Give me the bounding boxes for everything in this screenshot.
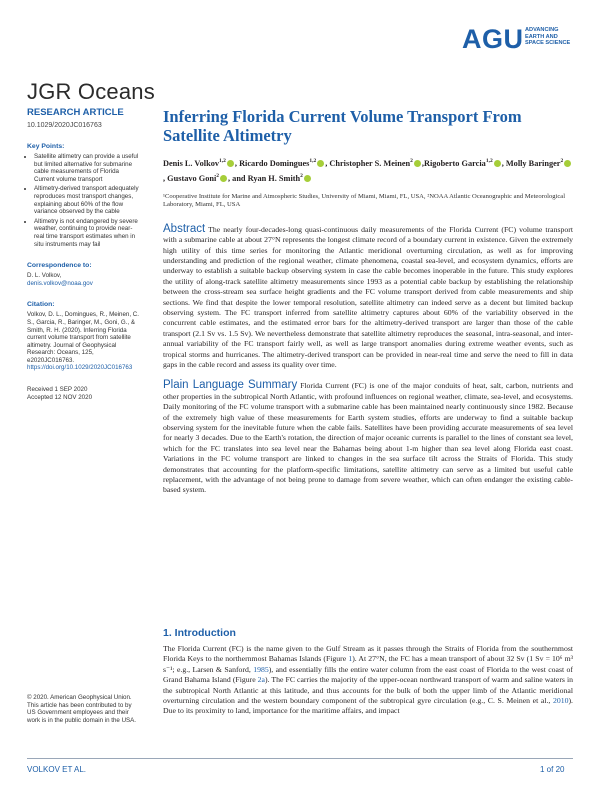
agu-logo-tagline: ADVANCING EARTH AND SPACE SCIENCE xyxy=(525,27,571,47)
introduction-text xyxy=(163,644,573,717)
main-column xyxy=(163,107,573,496)
intro-text-part: ). The FC carries the majority of the upper-ocean northward transport of warm and saline waters in the subtropical North Atlantic at this latitude, and thus accounts for the bulk of both the upper limb of the Atlantic meridional overturning circulation and the western boundary component of the subtropical gyre circulation (e.g., C. S. Meinen et al., xyxy=(163,675,573,706)
figure-link[interactable]: 2a xyxy=(257,675,265,685)
orcid-icon[interactable] xyxy=(414,160,421,167)
article-type: RESEARCH ARTICLE xyxy=(27,107,124,118)
abstract-section xyxy=(163,224,573,371)
key-point: • Satellite altimetry can provide a useful but limited alternative for submarine cable measurements of Florida Current volume transport xyxy=(34,153,139,183)
intro-text-part: The Florida Current (FC) is the name given to the Gulf Stream as it passes through the Straits of Florida from the southernmost Florida Keys to the northernmost Bahamas Islands (Figure xyxy=(163,644,573,664)
key-point: • Altimetry-derived transport adequately reproduces most transport changes, explaining about 60% of the flow variance observed by the cable xyxy=(34,185,139,215)
plain-language-text: Florida Current (FC) is one of the major conduits of heat, salt, carbon, nutrients and other properties in the subtropical North Atlantic, with profound influences on regional weather, climate, sea-level, and ecosystems. Daily monitoring of the FC volume transport with a submarine cable has been maintained nearly continuously since 1982. Because of the extremely high value of these measurements for Earth system studies, efforts are underway to find a suitable backup observing system for the inevitable future when the cable fails. Satellites have been providing accurate measurements of sea level for nearly 3 decades. Due to the Earth's rotation, the direction of major oceanic currents is parallel to the lines of constant sea level, which for the FC translates into sea level near the Bahamas being about 1-m higher than sea level along Florida east coast. Variations in the FC volume transport are linked to changes in the sea surface tilt across the Straits of Florida. This study demonstrates that accounting for the platform-specific limitations, satellite altimetry can serve as a limited but useful cable replacement, with the advantage of not being prone to damage from severe weather, which can often endanger the existing cable-based system. xyxy=(163,381,573,495)
author-separator: , xyxy=(421,158,424,168)
accepted-date: Accepted 12 NOV 2020 xyxy=(27,393,93,401)
citation-doi-link[interactable]: https://doi.org/10.1029/2020JC016763 xyxy=(27,364,133,372)
intro-text-part: ). At 27°N, the FC has a mean transport of about 32 Sv (1 Sv = 10⁶ m³ s⁻¹; e.g., Larsen & Sanford, xyxy=(163,654,573,674)
page-number: 1 of 20 xyxy=(540,765,565,774)
footer-author: VOLKOV ET AL. xyxy=(27,765,86,774)
author-name: Denis L. Volkov xyxy=(163,158,220,168)
author-separator: , and xyxy=(228,174,248,184)
author-affiliation-sup: 1,2 xyxy=(485,158,493,164)
author-name: Rigoberto Garcia xyxy=(423,158,486,168)
author-separator: , xyxy=(234,158,240,168)
abstract-heading: Abstract xyxy=(163,222,206,235)
plain-language-section xyxy=(163,380,573,495)
correspondence-email-link[interactable]: denis.volkov@noaa.gov xyxy=(27,279,93,287)
orcid-icon[interactable] xyxy=(220,175,227,182)
author-separator: , xyxy=(163,174,168,184)
journal-title: JGR Oceans xyxy=(27,79,155,104)
reference-link[interactable]: 1985 xyxy=(253,664,269,674)
article-doi: 10.1029/2020JC016763 xyxy=(27,122,102,129)
author-name: Ricardo Domingues xyxy=(239,158,310,168)
affiliations: ¹Cooperative Institute for Marine and Atmospheric Studies, University of Miami, Miami, FL, USA, ²NOAA Atlantic Oceanographic and Meteorological Laboratory, Miami, FL, USA xyxy=(163,192,566,209)
author-separator: , xyxy=(325,158,330,168)
key-points-heading: Key Points: xyxy=(27,143,65,150)
intro-text-part: ). Due to its proximity to land, importance for the maritime affairs, and impact xyxy=(163,696,573,716)
citation-heading: Citation: xyxy=(27,301,55,309)
author-list xyxy=(163,155,573,186)
orcid-icon[interactable] xyxy=(317,160,324,167)
author-affiliation-sup: 1,2 xyxy=(219,158,226,164)
orcid-icon[interactable] xyxy=(494,160,501,167)
correspondence-heading: Correspondence to: xyxy=(27,262,92,270)
citation-text: Volkov, D. L., Domingues, R., Meinen, C. S., Garcia, R., Baringer, M., Goni, G., & Smith, R. H. (2020). Inferring Florida current volume transport from satellite altimetry. Journal of Geophysical Research: Oceans, 125, e2020JC016763. xyxy=(27,311,139,364)
orcid-icon[interactable] xyxy=(564,160,571,167)
plain-language-heading: Plain Language Summary xyxy=(163,379,298,392)
abstract-text: The nearly four-decades-long quasi-continuous daily measurements of the Florida Current (FC) volume transport with a submarine cable at about 27°N represents the longest climate record of a boundary current in existence. Given the extremely high utility of this time series for monitoring the Atlantic meridional overturning circulation, as well as for improving understanding and prediction of the regional weather, climate phenomena, coastal sea-level, and ecosystem dynamics, efforts are underway to establish a suitable backup observing system in case the cable becomes inoperable in the future. This study explores the utility of along-track satellite altimetry measurements since 1993 as a potential cable backup by establishing the relationship between the cross-stream sea surface height gradients and the FC volume transport derived from cable measurements and ship sections. We find that despite the lower temporal resolution, satellite altimetry can indeed serve as a decent but limited backup observing system. The FC transport inferred from satellite altimetry captures about 60% of the variability observed in the concurrent cable estimates, and the estimated error bars for the altimetry-derived transport are larger than those of the cable transport (2.1 Sv vs. 1.5 Sv). We nevertheless demonstrate that satellite altimetry reproduces the seasonal, intra-seasonal, and inter-annual variability of the FC transport fairly well, as well as large transport anomalies during extreme weather events, such as tropical storms and hurricanes. The altimetry-derived transport can be provided in near-real time and serve the need to fill in data gaps in the cable record and assess its quality over time. xyxy=(163,224,573,369)
author-affiliation-sup: 2 xyxy=(216,173,220,180)
key-point: • Altimetry is not endangered by severe weather, continuing to provide near-real time transport estimates when in situ instruments may fail xyxy=(34,218,139,248)
orcid-icon[interactable] xyxy=(227,160,234,167)
introduction-heading: 1. Introduction xyxy=(163,627,236,639)
author-name: Gustavo Goni xyxy=(167,174,217,184)
intro-text-part: ), and essentially fills the entire water column from the east coast of Florida to the west coast of Grand Bahama Island (Figure xyxy=(163,664,573,685)
figure-link[interactable]: 1 xyxy=(348,654,353,664)
paper-title: Inferring Florida Current Volume Transport From Satellite Altimetry xyxy=(163,107,522,145)
reference-link[interactable]: 2010 xyxy=(552,696,569,706)
author-affiliation-sup: 2 xyxy=(300,173,303,180)
key-points-list xyxy=(27,153,139,248)
left-sidebar xyxy=(27,107,139,401)
orcid-icon[interactable] xyxy=(304,175,311,182)
correspondence-name: D. L. Volkov, xyxy=(27,272,62,280)
received-date: Received 1 SEP 2020 xyxy=(27,386,88,394)
copyright-notice: © 2020. American Geophysical Union. This article has been contributed to by US Government employees and their work is in the public domain in the USA. xyxy=(27,694,137,724)
agu-logo-word: AGU xyxy=(462,24,524,54)
author-affiliation-sup: 1,2 xyxy=(309,158,317,164)
author-separator: , xyxy=(501,158,506,168)
author-affiliation-sup: 2 xyxy=(560,158,564,164)
footer-divider xyxy=(27,758,573,759)
author-name: Christopher S. Meinen xyxy=(329,158,411,168)
author-name: Molly Baringer xyxy=(505,158,561,168)
author-name: Ryan H. Smith xyxy=(247,174,301,184)
author-affiliation-sup: 2 xyxy=(410,158,413,164)
